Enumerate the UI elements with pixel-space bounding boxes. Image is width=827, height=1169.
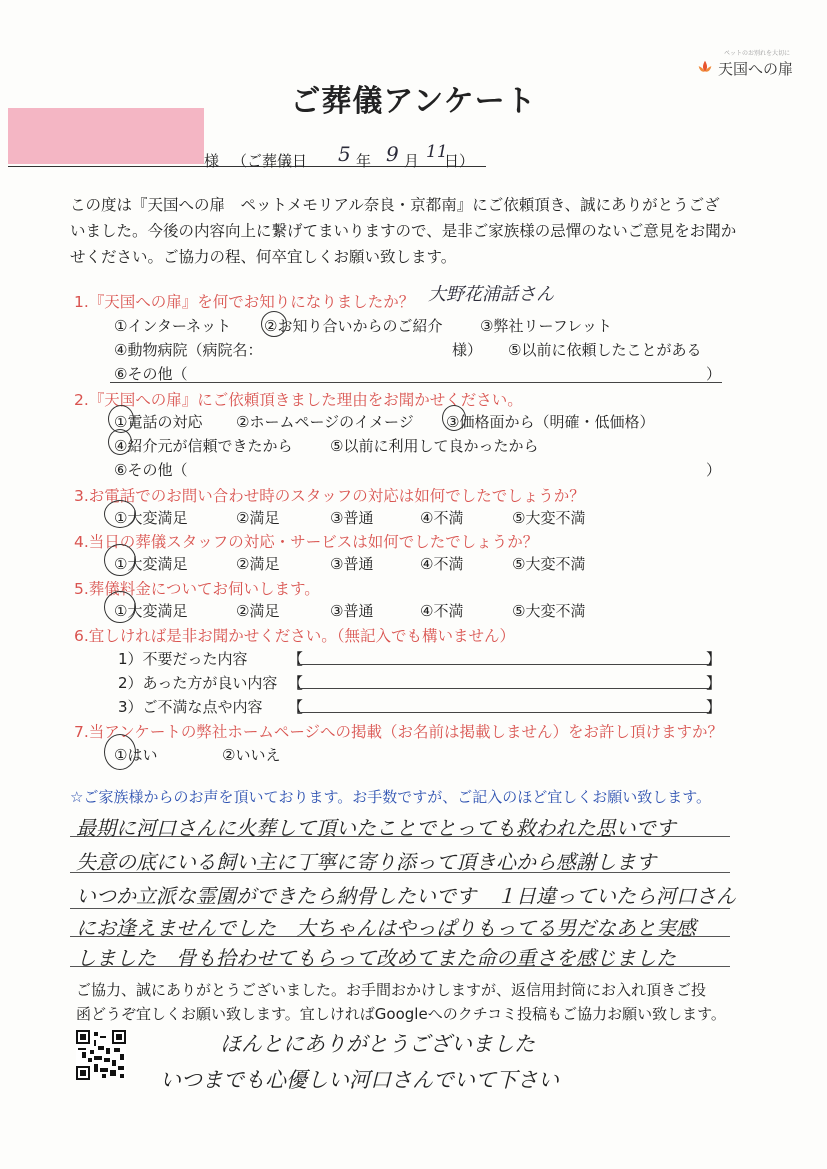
q6-bracket-open-1: 【 (288, 650, 304, 668)
redacted-name (8, 108, 204, 164)
qr-code-icon (76, 1030, 126, 1080)
page-title: ご葬儀アンケート (290, 84, 537, 119)
q2-option-3[interactable]: ③価格面から（明確・低価格） (446, 413, 655, 431)
q4-option-4[interactable]: ④不満 (420, 555, 464, 573)
q5-option-2[interactable]: ②満足 (236, 602, 280, 620)
q2-selection-circle-4 (108, 429, 132, 455)
q7-selection-circle (104, 734, 136, 770)
lotus-icon (696, 58, 714, 76)
q2-option-5[interactable]: ⑤以前に利用して良かったから (330, 437, 539, 455)
name-date-row (204, 142, 484, 170)
question-4-label: 4.当日の葬儀スタッフの対応・サービスは如何でしたでしょうか？ (74, 533, 539, 551)
q4-option-1[interactable]: ①大変満足 (114, 555, 188, 573)
question-5-label: 5.葬儀料金についてお伺いします。 (74, 580, 320, 598)
comment-line-3: いつか立派な霊園ができたら納骨したいです １日違っていたら河口さん (76, 884, 736, 908)
q2-selection-circle-3 (442, 405, 466, 431)
q1-option-3[interactable]: ③弊社リーフレット (480, 317, 612, 335)
sama-label: 様 (204, 152, 220, 170)
q2-option-other[interactable]: ⑥その他（ (114, 461, 188, 479)
q1-selection-circle (261, 311, 287, 337)
question-3-label: 3.お電話でのお問い合わせ時のスタッフの対応は如何でしたでしょうか？ (74, 487, 585, 505)
q7-option-2[interactable]: ②いいえ (222, 746, 281, 764)
voices-header: ☆ご家族様からのお声を頂いております。お手数ですが、ご記入のほど宜しくお願い致します。 (70, 788, 712, 806)
month-label: 月 (404, 152, 420, 170)
comment-line-2: 失意の底にいる飼い主に丁寧に寄り添って頂き心から感謝します (76, 850, 656, 874)
q6-bracket-close-3: 】 (706, 698, 722, 716)
date-prefix: （ご葬儀日 (232, 152, 308, 170)
q1-other-close: ） (706, 365, 722, 383)
q1-option-4-close: 様） (452, 341, 483, 359)
q2-option-2[interactable]: ②ホームページのイメージ (236, 413, 414, 431)
year-value: 5 (338, 142, 351, 166)
q4-option-2[interactable]: ②満足 (236, 555, 280, 573)
q7-option-1[interactable]: ①はい (114, 746, 158, 764)
day-label: 日） (444, 152, 475, 170)
q6-bracket-close-1: 】 (706, 650, 722, 668)
q6-bracket-close-2: 】 (706, 674, 722, 692)
q5-option-3[interactable]: ③普通 (330, 602, 374, 620)
closing-paragraph: ご協力、誠にありがとうございました。お手間おかけしますが、返信用封筒にお入れ頂きご投 函どうぞ宜しくお願い致します。宜しければGoogleへのクチコミ投稿もご協力お願い致します。 (76, 981, 726, 1023)
year-label: 年 (356, 152, 372, 170)
comment-line-5: しました 骨も拾わせてもらって改めてまた命の重さを感じました (76, 946, 676, 970)
comment-line-1: 最期に河口さんに火葬して頂いたことでとっても救われた思いです (76, 816, 676, 840)
q5-selection-circle (104, 591, 136, 623)
q6-item-1: 1）不要だった内容 (118, 650, 248, 668)
question-1-label: 1.『天国への扉』を何でお知りになりましたか？ (74, 293, 415, 311)
q3-option-1[interactable]: ①大変満足 (114, 509, 188, 527)
question-2-label: 2.『天国への扉』にご依頼頂きました理由をお聞かせください。 (74, 391, 523, 409)
q1-option-5[interactable]: ⑤以前に依頼したことがある (508, 341, 702, 359)
q5-option-1[interactable]: ①大変満足 (114, 602, 188, 620)
q4-option-5[interactable]: ⑤大変不満 (512, 555, 586, 573)
q1-option-1[interactable]: ①インターネット (114, 317, 232, 335)
q5-option-4[interactable]: ④不満 (420, 602, 464, 620)
q3-option-2[interactable]: ②満足 (236, 509, 280, 527)
q3-option-4[interactable]: ④不満 (420, 509, 464, 527)
q2-option-1[interactable]: ①電話の対応 (114, 413, 203, 431)
q4-option-3[interactable]: ③普通 (330, 555, 374, 573)
q3-selection-circle (104, 500, 136, 528)
q6-bracket-open-3: 【 (288, 698, 304, 716)
q3-option-3[interactable]: ③普通 (330, 509, 374, 527)
comment-line-4: にお逢えませんでした 大ちゃんはやっぱりもってる男だなあと実感 (76, 916, 696, 940)
q1-option-4[interactable]: ④動物病院（病院名： (114, 341, 263, 359)
q2-option-4[interactable]: ④紹介元が信頼できたから (114, 437, 293, 455)
handwritten-thanks-1: ほんとにありがとうございました (220, 1032, 535, 1056)
q4-selection-circle (104, 544, 136, 576)
q6-item-2: 2）あった方が良い内容 (118, 674, 278, 692)
q3-option-5[interactable]: ⑤大変不満 (512, 509, 586, 527)
day-value: 11 (426, 142, 448, 162)
q1-option-2[interactable]: ②お知り合いからのご紹介 (264, 317, 443, 335)
logo-name: 天国への扉 (718, 60, 794, 78)
q6-bracket-open-2: 【 (288, 674, 304, 692)
q6-item-3: 3）ご不満な点や内容 (118, 698, 263, 716)
question-7-label: 7.当アンケートの弊社ホームページへの掲載（お名前は掲載しません）をお許し頂けますか？ (74, 723, 724, 741)
month-value: 9 (386, 142, 399, 166)
q1-option-other[interactable]: ⑥その他（ (114, 365, 188, 383)
q2-other-close: ） (706, 461, 722, 479)
question-6-label: 6.宜しければ是非お聞かせください。（無記入でも構いません） (74, 627, 516, 645)
q5-option-5[interactable]: ⑤大変不満 (512, 602, 586, 620)
question-1-handwritten-note: 大野花浦話さん (428, 284, 554, 305)
intro-paragraph: この度は『天国への扉 ペットメモリアル奈良・京都南』にご依頼頂き、誠にありがとうござ いました。今後の内容向上に繋げてまいりますので、是非ご家族様の忌憚のないご意見をお聞か せください。ご協力の程、何卒宜しくお願い致します。 (70, 196, 737, 266)
logo-tagline: ペットのお別れを大切に (724, 50, 791, 57)
handwritten-thanks-2: いつまでも心優しい河口さんでいて下さい (160, 1068, 559, 1092)
